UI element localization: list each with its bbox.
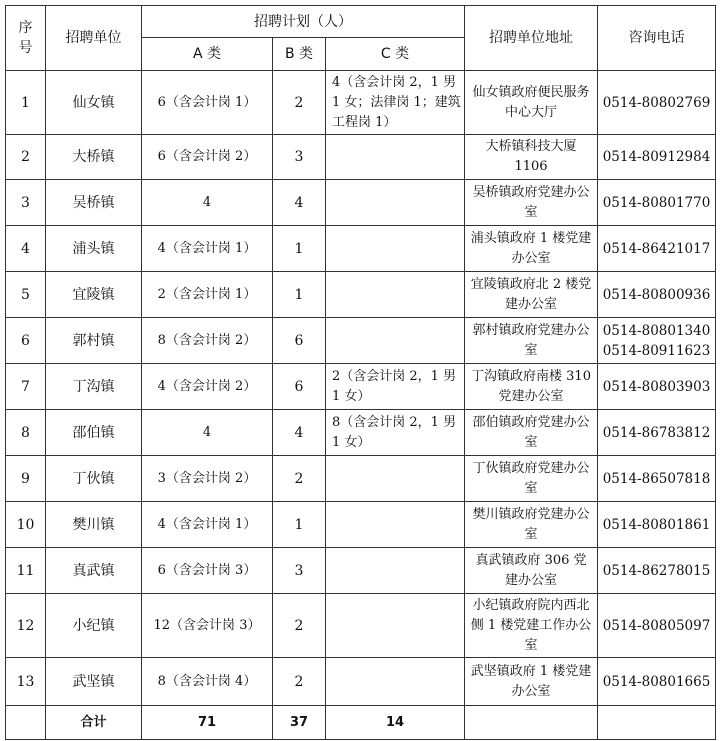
row-b: 2	[273, 594, 326, 658]
row-a: 6（含会计岗 1）	[142, 71, 273, 135]
row-a: 8（含会计岗 2）	[142, 318, 273, 364]
row-c	[326, 318, 465, 364]
total-row	[6, 706, 716, 740]
row-b: 6	[273, 364, 326, 410]
row-unit: 丁伙镇	[46, 456, 142, 502]
row-phone: 0514-80801340 0514-80911623	[598, 318, 716, 364]
row-unit: 樊川镇	[46, 502, 142, 548]
row-c: 2（含会计岗 2，1 男 1 女）	[326, 364, 465, 410]
row-b: 2	[273, 658, 326, 706]
row-a: 4	[142, 410, 273, 456]
total-a: 71	[142, 706, 273, 740]
row-phone: 0514-86421017	[598, 226, 716, 272]
total-phone-cell	[598, 706, 716, 740]
row-c	[326, 502, 465, 548]
table-row	[6, 364, 716, 410]
header-unit: 招聘单位	[46, 6, 142, 71]
row-address: 真武镇政府 306 党建办公室	[465, 548, 598, 594]
row-a: 12（含会计岗 3）	[142, 594, 273, 658]
row-seq: 3	[6, 180, 46, 226]
row-unit: 仙女镇	[46, 71, 142, 135]
total-b: 37	[273, 706, 326, 740]
row-phone: 0514-80912984	[598, 135, 716, 180]
row-c	[326, 180, 465, 226]
table-row	[6, 502, 716, 548]
row-seq: 13	[6, 658, 46, 706]
row-address: 武坚镇政府 1 楼党建办公室	[465, 658, 598, 706]
header-address: 招聘单位地址	[465, 6, 598, 71]
row-phone: 0514-80801665	[598, 658, 716, 706]
table-row	[6, 318, 716, 364]
row-a: 6（含会计岗 2）	[142, 135, 273, 180]
row-unit: 浦头镇	[46, 226, 142, 272]
row-address: 吴桥镇政府党建办公室	[465, 180, 598, 226]
row-unit: 吴桥镇	[46, 180, 142, 226]
row-b: 1	[273, 272, 326, 318]
table-row	[6, 272, 716, 318]
row-b: 2	[273, 456, 326, 502]
row-c	[326, 658, 465, 706]
row-address: 浦头镇政府 1 楼党建办公室	[465, 226, 598, 272]
table-row	[6, 410, 716, 456]
row-phone: 0514-80805097	[598, 594, 716, 658]
row-b: 1	[273, 226, 326, 272]
row-address: 丁沟镇政府南楼 310 党建办公室	[465, 364, 598, 410]
row-seq: 5	[6, 272, 46, 318]
total-c: 14	[326, 706, 465, 740]
row-unit: 郭村镇	[46, 318, 142, 364]
row-b: 6	[273, 318, 326, 364]
row-unit: 大桥镇	[46, 135, 142, 180]
row-unit: 邵伯镇	[46, 410, 142, 456]
row-c	[326, 226, 465, 272]
row-seq: 2	[6, 135, 46, 180]
row-a: 3（含会计岗 2）	[142, 456, 273, 502]
row-b: 3	[273, 548, 326, 594]
row-a: 4	[142, 180, 273, 226]
row-unit: 丁沟镇	[46, 364, 142, 410]
row-b: 2	[273, 71, 326, 135]
row-b: 1	[273, 502, 326, 548]
table-row	[6, 594, 716, 658]
row-seq: 11	[6, 548, 46, 594]
row-c	[326, 594, 465, 658]
total-seq-cell	[6, 706, 46, 740]
row-phone: 0514-86507818	[598, 456, 716, 502]
row-address: 丁伙镇政府党建办公室	[465, 456, 598, 502]
row-a: 6（含会计岗 3）	[142, 548, 273, 594]
row-c	[326, 272, 465, 318]
row-phone: 0514-80800936	[598, 272, 716, 318]
row-address: 邵伯镇政府党建办公室	[465, 410, 598, 456]
row-b: 3	[273, 135, 326, 180]
header-phone: 咨询电话	[598, 6, 716, 71]
recruitment-table	[5, 5, 716, 740]
row-unit: 宜陵镇	[46, 272, 142, 318]
header-plan: 招聘计划（人）	[142, 6, 465, 38]
total-label: 合计	[46, 706, 142, 740]
table-row	[6, 658, 716, 706]
row-c: 4（含会计岗 2，1 男 1 女；法律岗 1；建筑工程岗 1）	[326, 71, 465, 135]
row-address: 小纪镇政府院内西北侧 1 楼党建工作办公室	[465, 594, 598, 658]
row-a: 4（含会计岗 2）	[142, 364, 273, 410]
row-b: 4	[273, 180, 326, 226]
row-phone: 0514-80801770	[598, 180, 716, 226]
row-a: 4（含会计岗 1）	[142, 226, 273, 272]
row-seq: 12	[6, 594, 46, 658]
table-row	[6, 226, 716, 272]
row-phone: 0514-86783812	[598, 410, 716, 456]
row-c	[326, 135, 465, 180]
row-address: 仙女镇政府便民服务中心大厅	[465, 71, 598, 135]
row-address: 郭村镇政府党建办公室	[465, 318, 598, 364]
row-address: 大桥镇科技大厦 1106	[465, 135, 598, 180]
total-address-cell	[465, 706, 598, 740]
row-phone: 0514-80803903	[598, 364, 716, 410]
row-a: 2（含会计岗 1）	[142, 272, 273, 318]
row-a: 8（含会计岗 4）	[142, 658, 273, 706]
table-row	[6, 180, 716, 226]
row-phone: 0514-86278015	[598, 548, 716, 594]
header-a: A 类	[142, 38, 273, 71]
row-seq: 4	[6, 226, 46, 272]
row-unit: 真武镇	[46, 548, 142, 594]
header-c: C 类	[326, 38, 465, 71]
row-address: 宜陵镇政府北 2 楼党建办公室	[465, 272, 598, 318]
row-phone: 0514-80801861	[598, 502, 716, 548]
row-seq: 7	[6, 364, 46, 410]
row-address: 樊川镇政府党建办公室	[465, 502, 598, 548]
row-seq: 8	[6, 410, 46, 456]
row-c	[326, 456, 465, 502]
row-seq: 9	[6, 456, 46, 502]
row-c	[326, 548, 465, 594]
row-c: 8（含会计岗 2，1 男 1 女）	[326, 410, 465, 456]
row-a: 4（含会计岗 1）	[142, 502, 273, 548]
row-seq: 10	[6, 502, 46, 548]
header-b: B 类	[273, 38, 326, 71]
table-row	[6, 456, 716, 502]
row-seq: 6	[6, 318, 46, 364]
table-row	[6, 135, 716, 180]
row-phone: 0514-80802769	[598, 71, 716, 135]
row-unit: 小纪镇	[46, 594, 142, 658]
row-seq: 1	[6, 71, 46, 135]
table-row	[6, 548, 716, 594]
table-row	[6, 71, 716, 135]
row-unit: 武坚镇	[46, 658, 142, 706]
header-seq: 序号	[6, 6, 46, 71]
row-b: 4	[273, 410, 326, 456]
